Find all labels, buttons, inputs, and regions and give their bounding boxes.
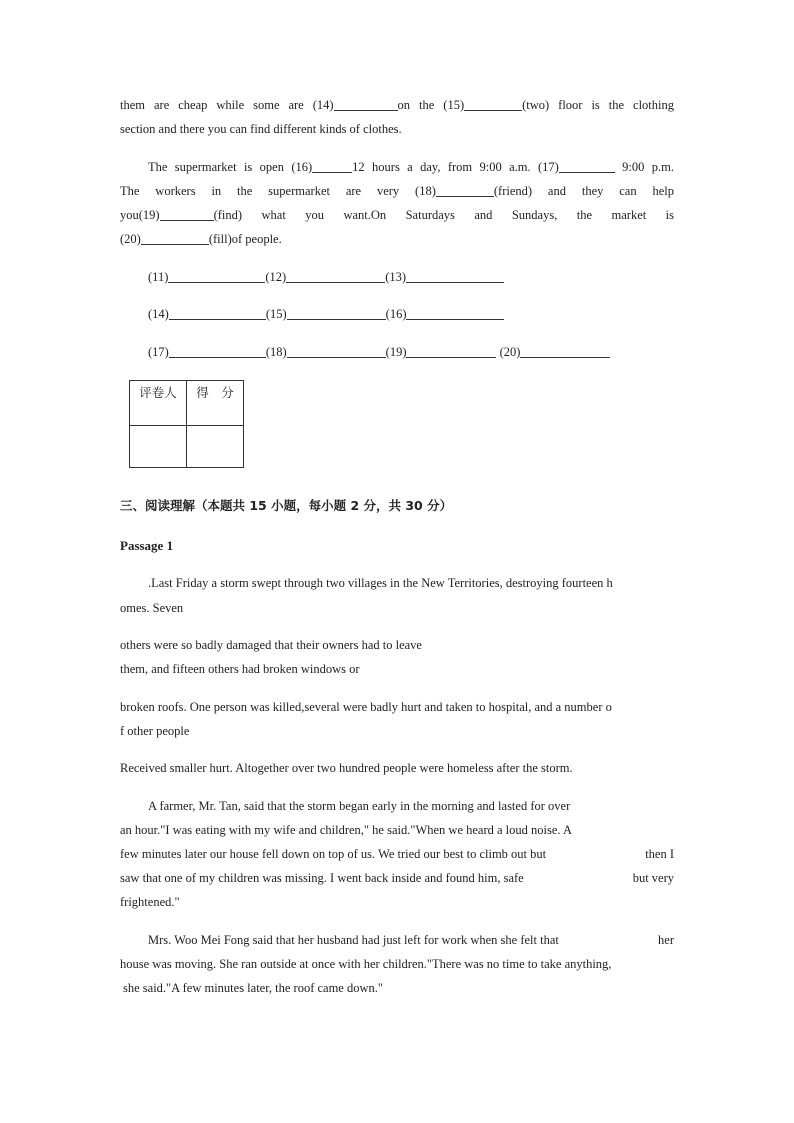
answer-blank: [168, 270, 265, 283]
passage-p2-line1: A farmer, Mr. Tan, said that the storm began early in the morning and lasted for over: [148, 799, 571, 813]
text: then I: [645, 847, 674, 861]
text: them are cheap while some are (14): [120, 98, 334, 112]
passage-p1-line2: omes. Seven: [120, 601, 184, 615]
para2-line4: [120, 231, 674, 247]
passage-p1-line1: .Last Friday a storm swept through two villages in the New Territories, destroying fourteen h: [148, 576, 613, 590]
answer-number: (17): [148, 345, 169, 359]
answer-number: (19): [385, 345, 407, 359]
passage-p1-line7: Received smaller hurt. Altogether over two hundred people were homeless after the storm.: [120, 761, 573, 775]
answer-blank: [520, 345, 610, 358]
text: (find) what you want.On Saturdays and Sundays, the market is: [213, 208, 674, 222]
answer-blank: [286, 270, 385, 283]
answer-number: (11): [148, 270, 169, 284]
text: her: [658, 933, 674, 947]
answer-row-3: [148, 344, 610, 360]
passage-p1-line6: f other people: [120, 724, 190, 738]
answer-row-2: [148, 306, 504, 322]
answer-number: (16): [385, 307, 407, 321]
text: you(19): [120, 208, 160, 222]
text: (fill)of people.: [208, 232, 282, 246]
text: Mrs. Woo Mei Fong said that her husband had just left for work when she felt that: [148, 933, 559, 947]
blank-15: [464, 98, 522, 111]
passage-p2-line2: an hour."I was eating with my wife and children," he said."When we heard a loud noise. A: [120, 823, 572, 837]
score-cell[interactable]: [187, 426, 244, 468]
blank-20: [141, 232, 209, 245]
answer-blank: [169, 345, 266, 358]
answer-blank: [406, 307, 504, 320]
answer-number: (18): [265, 345, 287, 359]
passage-p2-line5: frightened.": [120, 895, 180, 909]
passage-p1-line3: others were so badly damaged that their owners had to leave: [120, 638, 422, 652]
text: but very: [632, 871, 674, 885]
section-title: 三、阅读理解（本题共 15 小题，每小题 2 分，共 30 分）: [120, 498, 453, 513]
text: The workers in the supermarket are very (18): [120, 184, 436, 198]
blank-16: [312, 160, 352, 173]
passage-title: Passage 1: [120, 538, 174, 553]
reviewer-header: 评卷人: [130, 381, 187, 426]
para2-line2: [120, 183, 674, 199]
text: The supermarket is open (16): [148, 160, 313, 174]
answer-number: (14): [148, 307, 169, 321]
answer-blank: [406, 345, 496, 358]
text: (friend) and they can help: [493, 184, 674, 198]
para1-line1: [120, 97, 674, 113]
blank-19: [160, 208, 214, 221]
para1-line2: section and there you can find different kinds of clothes.: [120, 122, 402, 136]
answer-number: (15): [265, 307, 287, 321]
answer-blank: [169, 307, 266, 320]
passage-p1-line4: them, and fifteen others had broken windows or: [120, 662, 360, 676]
text: saw that one of my children was missing. I went back inside and found him, safe: [120, 871, 524, 885]
text: few minutes later our house fell down on top of us. We tried our best to climb out but: [120, 847, 547, 861]
answer-blank: [287, 307, 386, 320]
text: on the (15): [397, 98, 465, 112]
passage-p2-line4: [120, 870, 674, 886]
text: (20): [120, 232, 141, 246]
answer-number: (20): [499, 345, 521, 359]
passage-p3-line1: [148, 932, 674, 948]
score-header: 得 分: [187, 381, 244, 426]
answer-blank: [406, 270, 504, 283]
text: 12 hours a day, from 9:00 a.m. (17): [352, 160, 559, 174]
blank-18: [436, 184, 494, 197]
passage-p3-line2: house was moving. She ran outside at once with her children."There was no time to take anything,: [120, 957, 612, 971]
para2-line3: [120, 207, 674, 223]
reviewer-cell[interactable]: [130, 426, 187, 468]
text: 9:00 p.m.: [622, 160, 674, 174]
answer-blank: [287, 345, 386, 358]
answer-number: (12): [265, 270, 287, 284]
text: (two) floor is the clothing: [522, 98, 674, 112]
blank-17: [559, 160, 615, 173]
passage-p2-line3: [120, 846, 674, 862]
passage-p1-line5: broken roofs. One person was killed,several were badly hurt and taken to hospital, and a number o: [120, 700, 612, 714]
blank-14: [334, 98, 398, 111]
answer-row-1: [148, 269, 504, 285]
para2-line1: [148, 159, 674, 175]
score-table: [129, 380, 244, 468]
answer-number: (13): [385, 270, 407, 284]
passage-p3-line3: she said."A few minutes later, the roof came down.": [123, 981, 383, 995]
